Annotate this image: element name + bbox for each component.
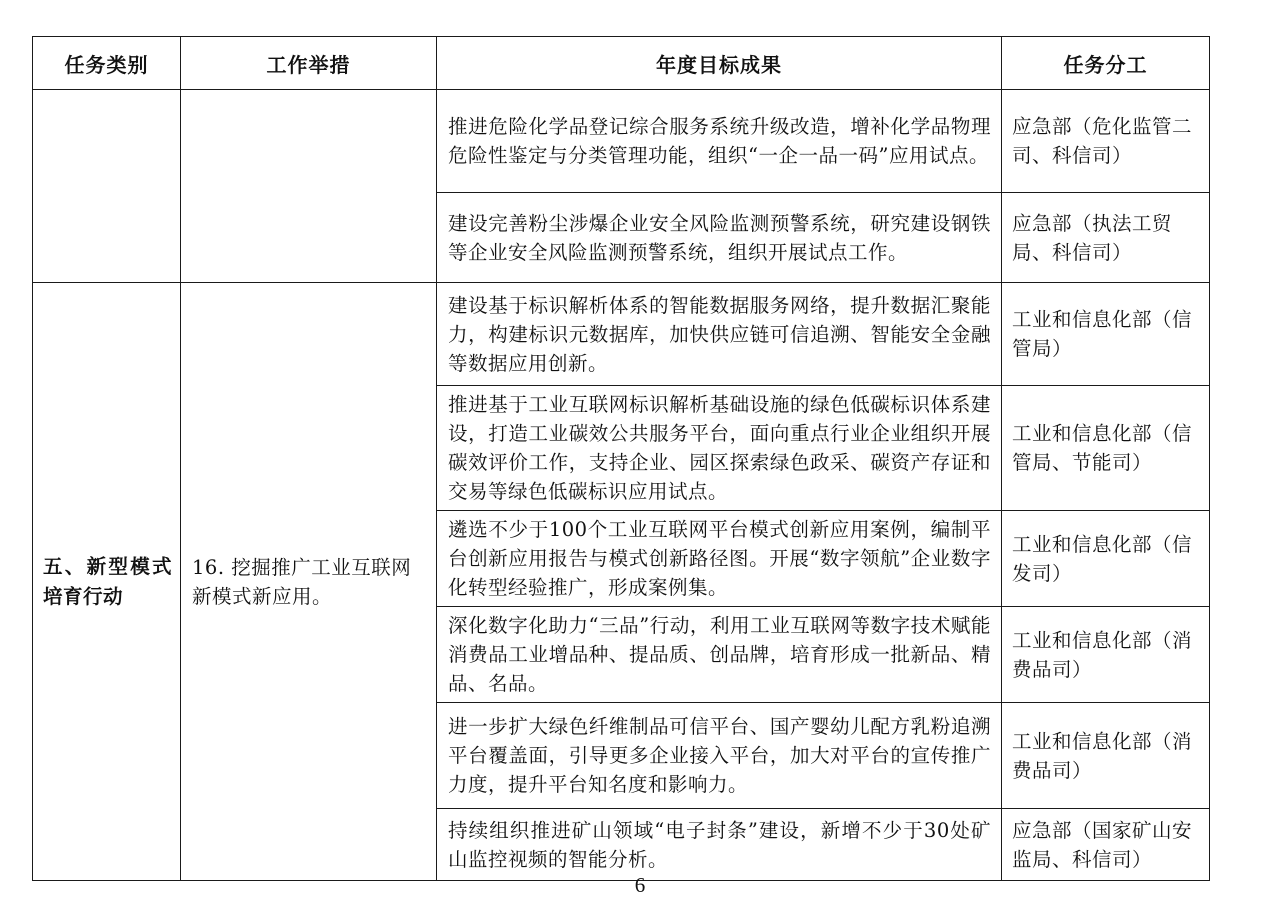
dept-cell	[1002, 386, 1210, 511]
header-dept: 任务分工	[1002, 37, 1210, 90]
header-goal: 年度目标成果	[437, 37, 1002, 90]
goal-text: 推进基于工业互联网标识解析基础设施的绿色低碳标识体系建设，打造工业碳效公共服务平台，面向重点行业企业组织开展碳效评价工作，支持企业、园区探索绿色政采、碳资产存证和交易等绿色低碳标识应用试点。	[448, 393, 991, 503]
goal-text: 建设基于标识解析体系的智能数据服务网络，提升数据汇聚能力，构建标识元数据库，加快供应链可信追溯、智能安全金融等数据应用创新。	[448, 293, 991, 375]
header-measure: 工作举措	[181, 37, 437, 90]
goal-cell	[437, 386, 1002, 511]
measure-cell-empty	[181, 90, 437, 283]
goal-text: 深化数字化助力“三品”行动，利用工业互联网等数字技术赋能消费品工业增品种、提品质、创品牌，培育形成一批新品、精品、名品。	[448, 614, 991, 695]
task-table	[32, 36, 1210, 881]
category-cell	[33, 283, 181, 881]
dept-cell	[1002, 511, 1210, 607]
measure-text: 16. 挖掘推广工业互联网新模式新应用。	[192, 555, 412, 608]
goal-text: 推进危险化学品登记综合服务系统升级改造，增补化学品物理危险性鉴定与分类管理功能，组织“一企一品一码”应用试点。	[448, 115, 991, 167]
goal-text: 持续组织推进矿山领域“电子封条”建设，新增不少于30处矿山监控视频的智能分析。	[448, 818, 991, 871]
dept-text: 应急部（执法工贸局、科信司）	[1012, 211, 1173, 264]
dept-cell	[1002, 90, 1210, 193]
goal-text: 遴选不少于100个工业互联网平台模式创新应用案例，编制平台创新应用报告与模式创新路径图。开展“数字领航”企业数字化转型经验推广，形成案例集。	[448, 518, 991, 599]
goal-cell	[437, 703, 1002, 809]
goal-cell	[437, 193, 1002, 283]
goal-cell	[437, 90, 1002, 193]
goal-text: 进一步扩大绿色纤维制品可信平台、国产婴幼儿配方乳粉追溯平台覆盖面，引导更多企业接入平台，加大对平台的宣传推广力度，提升平台知名度和影响力。	[448, 715, 991, 796]
goal-cell	[437, 283, 1002, 386]
table-row	[33, 90, 1210, 193]
dept-text: 应急部（国家矿山安监局、科信司）	[1012, 818, 1193, 871]
category-text: 五、新型模式培育行动	[43, 554, 172, 608]
page-number: 6	[634, 873, 646, 897]
goal-cell	[437, 809, 1002, 881]
dept-cell	[1002, 809, 1210, 881]
header-category: 任务类别	[33, 37, 181, 90]
dept-cell	[1002, 607, 1210, 703]
category-cell-empty	[33, 90, 181, 283]
goal-cell	[437, 511, 1002, 607]
table-row	[33, 283, 1210, 386]
measure-cell	[181, 283, 437, 881]
dept-text: 应急部（危化监管二司、科信司）	[1012, 115, 1193, 167]
dept-cell	[1002, 703, 1210, 809]
goal-text: 建设完善粉尘涉爆企业安全风险监测预警系统，研究建设钢铁等企业安全风险监测预警系统，组织开展试点工作。	[448, 211, 991, 264]
dept-cell	[1002, 283, 1210, 386]
goal-cell	[437, 607, 1002, 703]
dept-text: 工业和信息化部（信管局、节能司）	[1012, 422, 1193, 474]
dept-cell	[1002, 193, 1210, 283]
table-header-row	[33, 37, 1210, 90]
dept-text: 工业和信息化部（信发司）	[1012, 532, 1193, 585]
dept-text: 工业和信息化部（消费品司）	[1012, 628, 1193, 681]
dept-text: 工业和信息化部（信管局）	[1012, 308, 1193, 360]
dept-text: 工业和信息化部（消费品司）	[1012, 729, 1193, 782]
